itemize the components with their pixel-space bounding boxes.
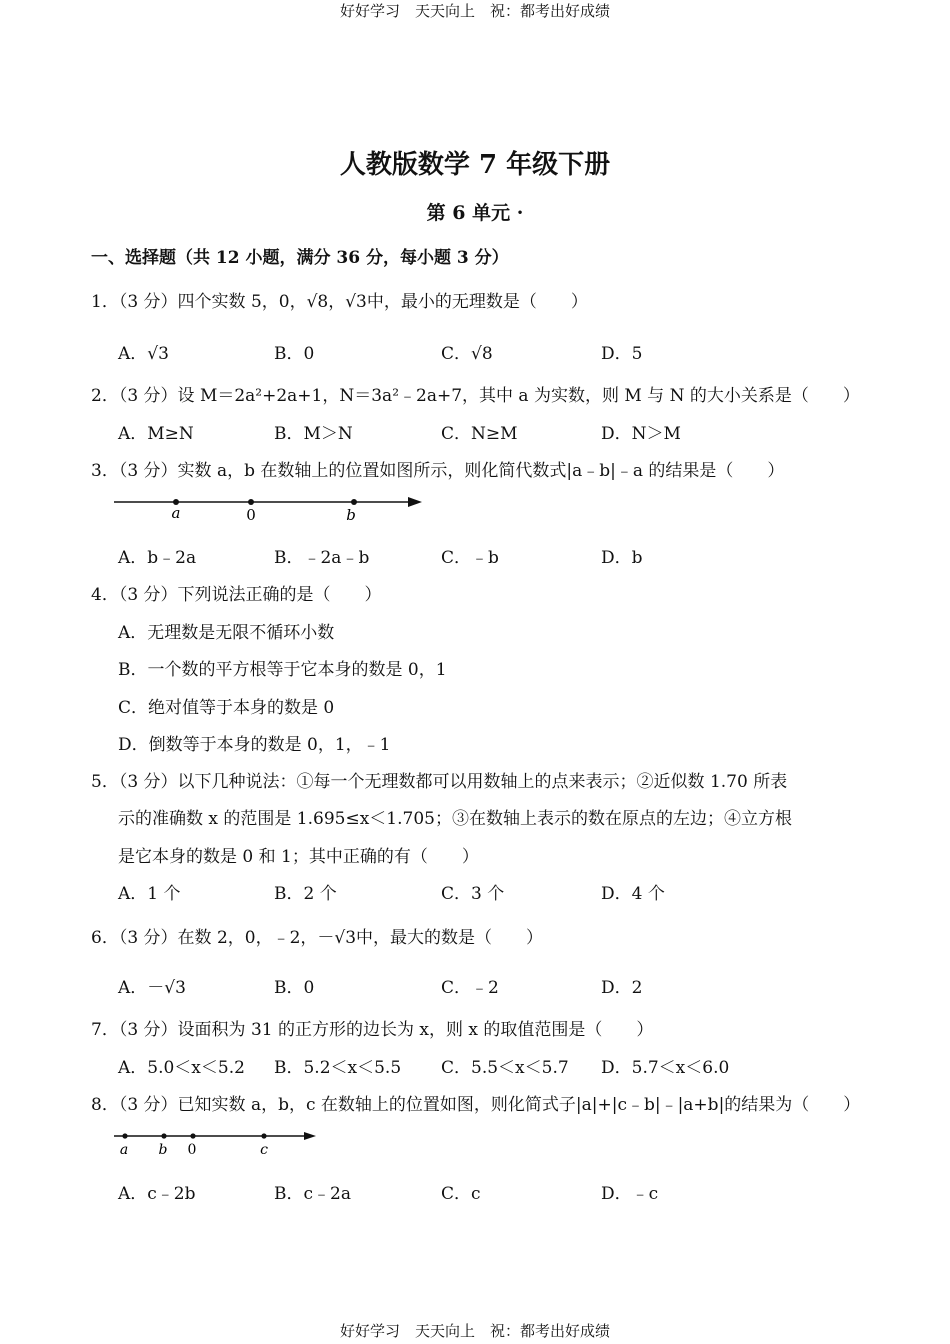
question-4-option-d: D．倒数等于本身的数是 0，1，﹣1 (118, 735, 391, 755)
point-a (122, 1133, 127, 1138)
question-5-option-a: A．1 个 (118, 884, 181, 904)
point-b (351, 499, 357, 505)
label-a: a (171, 504, 181, 522)
question-5-option-b: B．2 个 (274, 884, 337, 904)
unit-subtitle: 第 6 单元 · (426, 202, 524, 224)
question-2-option-c: C．N≥M (441, 424, 518, 444)
question-1-option-a: A．√3 (118, 344, 169, 364)
question-3-option-c: C．﹣b (441, 548, 499, 568)
question-8-option-c: C．c (441, 1184, 481, 1204)
question-3-stem: 3．（3 分）实数 a，b 在数轴上的位置如图所示，则化简代数式|a﹣b|﹣a 的结果是（ ） (91, 461, 785, 481)
label-b: b (158, 1142, 168, 1158)
question-7-option-a: A．5.0＜x＜5.2 (118, 1058, 245, 1078)
question-2-option-b: B．M＞N (274, 424, 353, 444)
question-5-option-c: C．3 个 (441, 884, 505, 904)
point-zero (190, 1133, 195, 1138)
page-footer: 好好学习 天天向上 祝：都考出好成绩 (339, 1322, 610, 1340)
question-5-stem-line-2: 示的准确数 x 的范围是 1.695≤x＜1.705；③在数轴上表示的数在原点的左边；④立方根 (118, 809, 792, 829)
label-c: c (260, 1142, 268, 1158)
label-a: a (119, 1142, 129, 1158)
page-header: 好好学习 天天向上 祝：都考出好成绩 (339, 2, 610, 20)
question-5-stem-line-1: 5．（3 分）以下几种说法：①每一个无理数都可以用数轴上的点来表示；②近似数 1.70 所表 (91, 772, 788, 792)
point-c (261, 1133, 266, 1138)
question-4-stem: 4．（3 分）下列说法正确的是（ ） (91, 585, 382, 605)
question-5-option-d: D．4 个 (601, 884, 665, 904)
question-6-option-c: C．﹣2 (441, 978, 499, 998)
question-6-option-d: D．2 (601, 978, 643, 998)
question-2-option-d: D．N＞M (601, 424, 681, 444)
question-3-option-a: A．b﹣2a (118, 548, 197, 568)
question-8-stem: 8．（3 分）已知实数 a，b，c 在数轴上的位置如图，则化简式子|a|+|c﹣b|﹣|a+b|的结果为（ ） (91, 1095, 861, 1115)
point-b (161, 1133, 166, 1138)
question-1-option-c: C．√8 (441, 344, 493, 364)
question-4-option-b: B．一个数的平方根等于它本身的数是 0，1 (118, 660, 447, 680)
question-3-option-b: B．﹣2a﹣b (274, 548, 370, 568)
question-2-stem: 2．（3 分）设 M＝2a²+2a+1，N＝3a²﹣2a+7，其中 a 为实数，则 M 与 N 的大小关系是（ ） (91, 386, 860, 406)
question-8-option-b: B．c﹣2a (274, 1184, 351, 1204)
question-7-option-d: D．5.7＜x＜6.0 (601, 1058, 730, 1078)
question-4-option-c: C．绝对值等于本身的数是 0 (118, 698, 335, 718)
label-b: b (346, 506, 356, 524)
question-1-stem: 1．（3 分）四个实数 5，0，√8，√3中，最小的无理数是（ ） (91, 292, 588, 312)
label-zero: 0 (246, 506, 256, 524)
question-7-option-c: C．5.5＜x＜5.7 (441, 1058, 569, 1078)
question-6-option-b: B．0 (274, 978, 315, 998)
question-7-option-b: B．5.2＜x＜5.5 (274, 1058, 402, 1078)
question-4-option-a: A．无理数是无限不循环小数 (118, 623, 335, 643)
question-1-option-d: D．5 (601, 344, 643, 364)
question-7-stem: 7．（3 分）设面积为 31 的正方形的边长为 x，则 x 的取值范围是（ ） (91, 1020, 654, 1040)
question-5-stem-line-3: 是它本身的数是 0 和 1；其中正确的有（ ） (118, 847, 479, 867)
question-6-stem: 6．（3 分）在数 2，0，﹣2，－√3中，最大的数是（ ） (91, 928, 544, 948)
question-3-number-line (110, 492, 430, 528)
question-2-option-a: A．M≥N (118, 424, 194, 444)
question-6-option-a: A．－√3 (118, 978, 186, 998)
question-1-option-b: B．0 (274, 344, 315, 364)
point-zero (248, 499, 254, 505)
section-heading: 一、选择题（共 12 小题，满分 36 分，每小题 3 分） (91, 248, 509, 268)
question-3-option-d: D．b (601, 548, 643, 568)
question-8-number-line (110, 1126, 325, 1160)
question-8-option-d: D．﹣c (601, 1184, 659, 1204)
number-line-arrow (408, 497, 422, 507)
question-8-option-a: A．c﹣2b (118, 1184, 196, 1204)
page-title: 人教版数学 7 年级下册 (339, 150, 611, 180)
number-line-arrow (304, 1132, 316, 1140)
label-zero: 0 (187, 1142, 197, 1158)
